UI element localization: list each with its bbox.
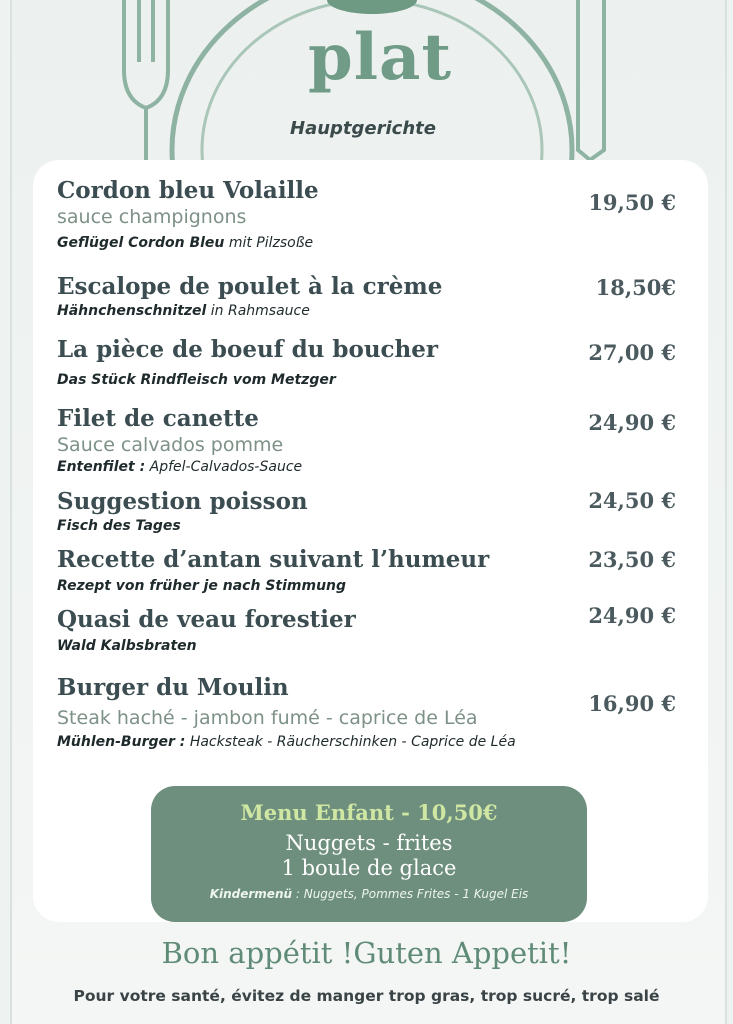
section-title: plat	[307, 20, 453, 95]
dish-german	[57, 301, 684, 321]
dish-german-rest: mit Pilzsoße	[224, 235, 314, 251]
dish-price: 16,90 €	[588, 691, 676, 716]
dish-name: Suggestion poisson	[57, 488, 308, 515]
dish-german-bold: Geflügel Cordon Bleu	[57, 235, 225, 251]
dish-sauce: Sauce calvados pomme	[57, 434, 284, 456]
knife-icon	[578, 0, 604, 160]
dish-name: Cordon bleu Volaille	[57, 177, 319, 204]
dish-german	[57, 732, 684, 752]
plate-top-dot	[327, 0, 417, 14]
dish-german-bold: Wald Kalbsbraten	[57, 638, 197, 654]
kids-menu-german-rest: : Nuggets, Pommes Frites - 1 Kugel Eis	[292, 887, 529, 901]
section-subtitle: Hauptgerichte	[290, 118, 436, 139]
dish-name: Burger du Moulin	[57, 674, 289, 701]
dish-price: 27,00 €	[588, 340, 676, 365]
dish-german	[57, 516, 684, 536]
fork-icon	[124, 0, 168, 175]
dish-german	[57, 576, 684, 596]
dish-name: Filet de canette	[57, 405, 259, 432]
dish-german-rest: Apfel-Calvados-Sauce	[145, 459, 303, 475]
dish-german-bold: Fisch des Tages	[57, 518, 181, 534]
dish-german	[57, 370, 684, 390]
dish-name: Quasi de veau forestier	[57, 606, 356, 633]
dish-price: 24,50 €	[588, 488, 676, 513]
dish-german-bold: Hähnchenschnitzel	[57, 303, 207, 319]
kids-menu-line: Nuggets - frites	[285, 831, 453, 855]
dish-sauce: sauce champignons	[57, 206, 247, 228]
dishes-card	[33, 160, 708, 922]
dish-german	[57, 457, 684, 477]
dish-price: 24,90 €	[588, 603, 676, 628]
dish-price: 23,50 €	[588, 547, 676, 572]
kids-menu-german-bold: Kindermenü	[209, 887, 293, 901]
health-note: Pour votre santé, évitez de manger trop gras, trop sucré, trop salé	[73, 987, 660, 1005]
dish-german-bold: Rezept von früher je nach Stimmung	[57, 578, 347, 594]
dish-german-rest: in Rahmsauce	[206, 303, 310, 319]
dish-german-rest: Hacksteak - Räucherschinken - Caprice de Léa	[185, 734, 516, 750]
dish-name: Recette d’antan suivant l’humeur	[57, 546, 490, 573]
greeting: Bon appétit !Guten Appetit!	[161, 936, 572, 970]
dish-item	[57, 177, 684, 253]
dish-german	[57, 233, 684, 253]
dish-name: La pièce de boeuf du boucher	[57, 336, 439, 363]
dish-german	[57, 636, 684, 656]
kids-menu-title: Menu Enfant - 10,50€	[240, 800, 498, 825]
dish-german-bold: Entenfilet :	[57, 459, 146, 475]
dish-name: Escalope de poulet à la crème	[57, 273, 443, 300]
dish-price: 24,90 €	[588, 410, 676, 435]
dish-german-bold: Mühlen-Burger :	[57, 734, 186, 750]
dish-price: 18,50€	[595, 275, 676, 300]
dish-item	[57, 273, 684, 321]
kids-menu-german	[151, 887, 587, 901]
dish-sauce: Steak haché - jambon fumé - caprice de Léa	[57, 707, 478, 729]
dish-price: 19,50 €	[588, 190, 676, 215]
kids-menu-line: 1 boule de glace	[281, 856, 457, 880]
dish-german-bold: Das Stück Rindfleisch vom Metzger	[57, 372, 336, 388]
kids-menu-box	[151, 786, 587, 922]
